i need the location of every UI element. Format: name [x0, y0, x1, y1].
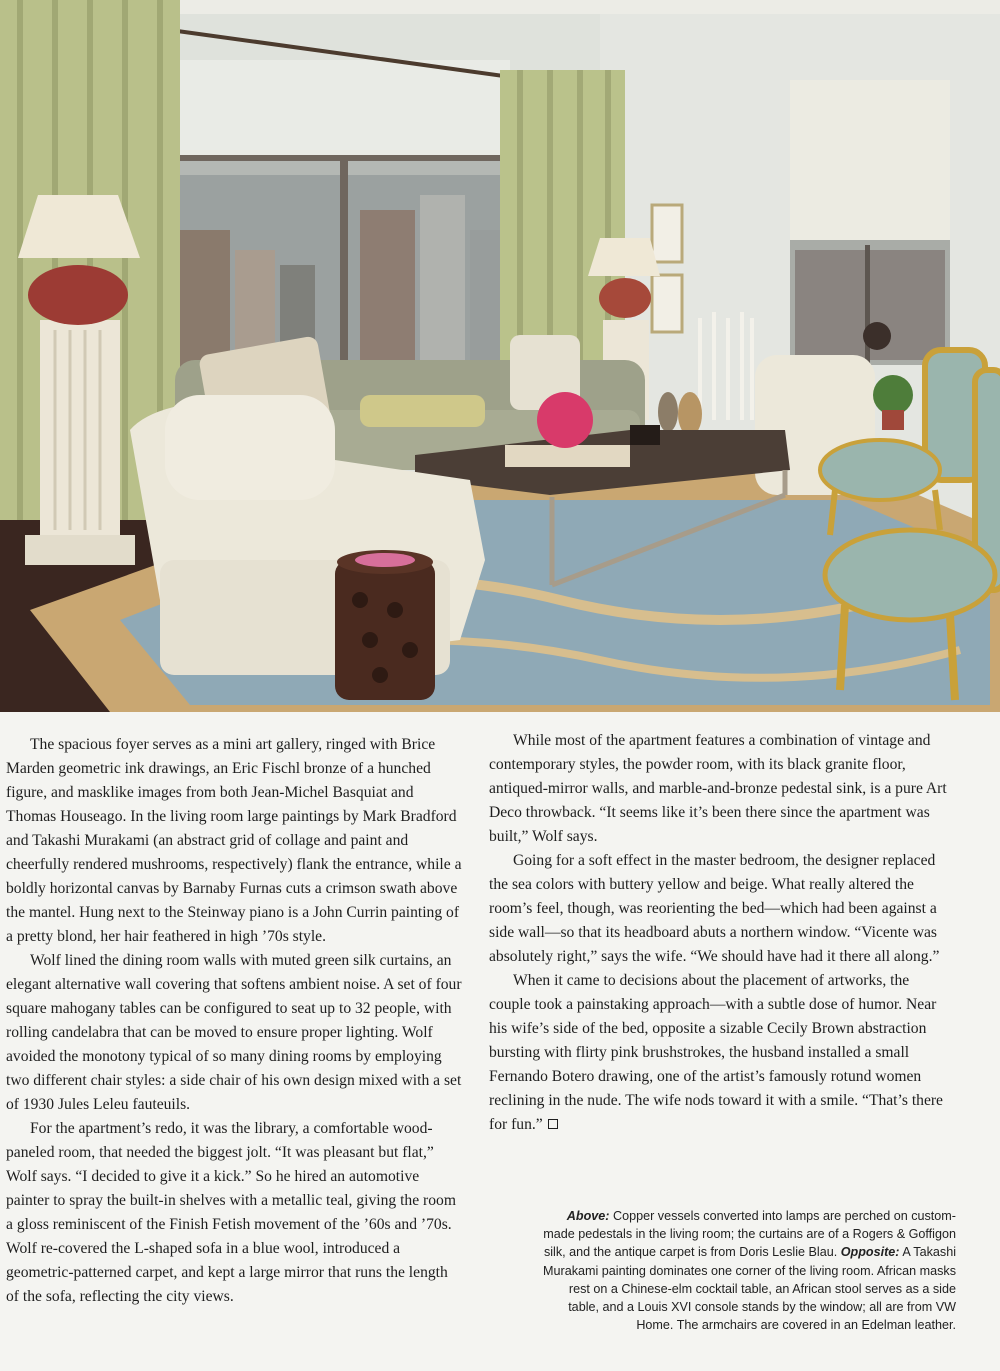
body-paragraph: Wolf lined the dining room walls with muted green silk curtains, an elegant alternative wall covering that softens ambient noise. A set of four square mahogany tables can be configured to seat up to 32 people, with rolling candelabra that can be moved to ensure proper lighting. Wolf avoided the monotony typical of so many dining rooms by employing two different chair styles: a side chair of his own design mixed with a set of 1930 Jules Leleu fauteuils. [6, 952, 462, 1113]
body-paragraph-text: When it came to decisions about the placement of artworks, the couple took a painstaking approach—with a subtle dose of humor. Near his wife’s side of the bed, opposite a sizable Cecily Brown abstraction bursting with flirty pink brushstrokes, the husband installed a small Fernando Botero drawing, one of the artist’s famously rotund women reclining in the nude. The wife nods toward it with a smile. “That’s there for fun.” [489, 972, 943, 1133]
body-paragraph: Going for a soft effect in the master bedroom, the designer replaced the sea colors with buttery yellow and beige. What really altered the room’s feel, though, was reorienting the bed—which had been against a side wall—so that its headboard abuts a northern window. “Vicente was absolutely right,” says the wife. “We should have had it there all along.” [489, 852, 940, 965]
window-large [175, 60, 510, 375]
end-of-article-mark [548, 1119, 558, 1129]
caption-above-label: Above: [566, 1209, 610, 1223]
article-column-right [489, 729, 949, 1137]
body-paragraph [489, 969, 949, 1137]
body-paragraph: For the apartment’s redo, it was the library, a comfortable wood-paneled room, that needed the biggest jolt. “It was pleasant but flat,” Wolf says. “I decided to give it a kick.” So he hired an automotive painter to spray the built-in shelves with a metallic teal, giving the room a gloss reminiscent of the Finish Fetish movement of the ’60s and ’70s. Wolf re-covered the L-shaped sofa in a blue wool, introduced a geometric-patterned carpet, and kept a large mirror that runs the length of the sofa, reflecting the city views. [6, 1120, 456, 1305]
body-paragraph: While most of the apartment features a combination of vintage and contemporary styles, the powder room, with its black granite floor, antiqued-mirror walls, and marble-and-bronze pedestal sink, is a pure Art Deco throwback. “It seems like it’s been there since the apartment was built,” Wolf says. [489, 732, 947, 845]
african-stool [335, 550, 435, 700]
photo-caption [540, 1207, 956, 1334]
body-paragraph: The spacious foyer serves as a mini art gallery, ringed with Brice Marden geometric ink drawings, an Eric Fischl bronze of a hunched figure, and masklike images from both Jean-Michel Basquiat and Thomas Houseago. In the living room large paintings by Mark Bradford and Takashi Murakami (an abstract grid of collage and paint and cheerfully rendered mushrooms, respectively) flank the entrance, while a boldly horizontal canvas by Barnaby Furnas cuts a crimson swath above the mantel. Hung next to the Steinway piano is a John Currin painting of a pretty blond, her hair feathered in high ’70s style. [6, 736, 462, 945]
caption-opposite-text: A Takashi Murakami painting dominates one corner of the living room. African masks rest on a Chinese-elm cocktail table, an African stool serves as a side table, and a Louis XVI console stands by the window; all are from VW Home. The armchairs are covered in an Edelman leather. [543, 1245, 956, 1333]
caption-opposite-label: Opposite: [840, 1245, 900, 1260]
window-right [790, 80, 950, 365]
article-column-left [6, 733, 464, 1309]
caption-above-text: Copper vessels converted into lamps are perched on custom-made pedestals in the living room; the curtains are of a Rogers & Goffigon silk, and the antique carpet is from Doris Leslie Blau. [543, 1209, 956, 1260]
